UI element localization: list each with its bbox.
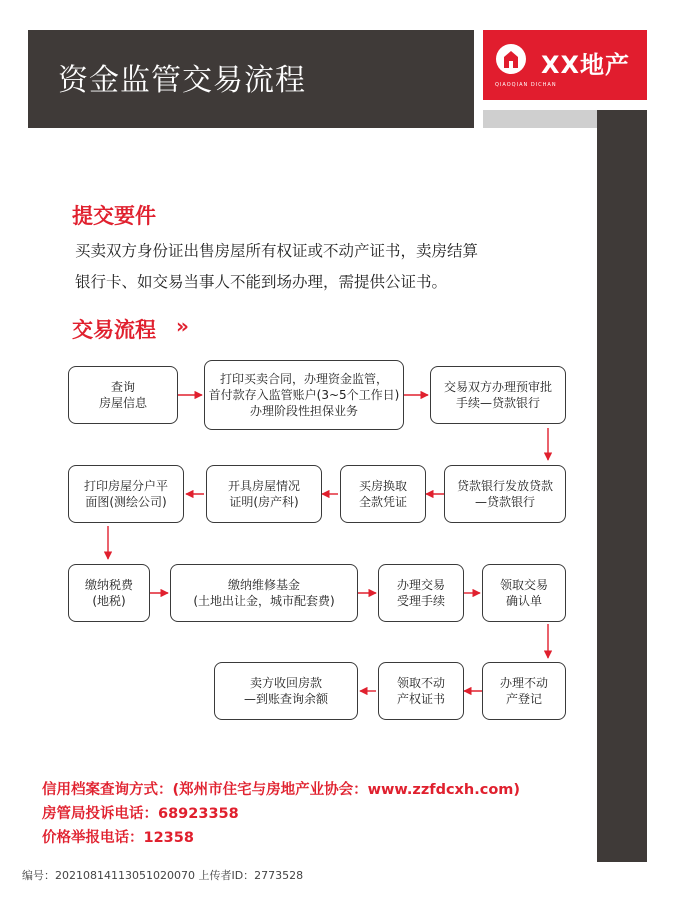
double-chevron-icon: » (176, 314, 189, 338)
flow-step-pay-taxes: 缴纳税费 (地税) (68, 564, 150, 622)
logo-subtext: QIAOQIAN DICHAN (495, 82, 557, 88)
logo-text: XX地产 (541, 51, 631, 79)
requirements-text-line-1: 买卖双方身份证出售房屋所有权证或不动产证书，卖房结算 (75, 242, 479, 260)
complaint-phone: 房管局投诉电话：68923358 (42, 806, 239, 822)
requirements-heading: 提交要件 (72, 204, 156, 228)
flow-step-print-contract: 打印买卖合同，办理资金监管， 首付款存入监管账户(3~5个工作日) 办理阶段性担保业务 (204, 360, 404, 430)
price-report-phone: 价格举报电话：12358 (42, 830, 194, 846)
flow-step-seller-receives-payment: 卖方收回房款 —到账查询余额 (214, 662, 358, 720)
flow-heading: 交易流程 (72, 318, 156, 342)
page-title: 资金监管交易流程 (58, 63, 306, 98)
flow-step-query-house: 查询 房屋信息 (68, 366, 178, 424)
flow-step-loan-release: 贷款银行发放贷款 —贷款银行 (444, 465, 566, 523)
flow-step-print-floor-plan: 打印房屋分户平 面图(测绘公司) (68, 465, 184, 523)
flow-step-maintenance-fund: 缴纳维修基金 (土地出让金，城市配套费) (170, 564, 358, 622)
watermark-text: 编号：20210814113051020070 上传者ID：2773528 (22, 869, 304, 882)
flow-step-property-registration: 办理不动 产登记 (482, 662, 566, 720)
flow-step-full-payment-voucher: 买房换取 全款凭证 (340, 465, 426, 523)
flow-step-house-certificate: 开具房屋情况 证明(房产科) (206, 465, 322, 523)
flow-step-confirmation-slip: 领取交易 确认单 (482, 564, 566, 622)
flow-step-pre-approval: 交易双方办理预审批 手续—贷款银行 (430, 366, 566, 424)
flow-step-transaction-acceptance: 办理交易 受理手续 (378, 564, 464, 622)
flow-step-receive-certificate: 领取不动 产权证书 (378, 662, 464, 720)
credit-record-info: 信用档案查询方式：(郑州市住宅与房地产业协会：www.zzfdcxh.com) (42, 782, 521, 798)
requirements-text-line-2: 银行卡、如交易当事人不能到场办理，需提供公证书。 (75, 273, 448, 291)
